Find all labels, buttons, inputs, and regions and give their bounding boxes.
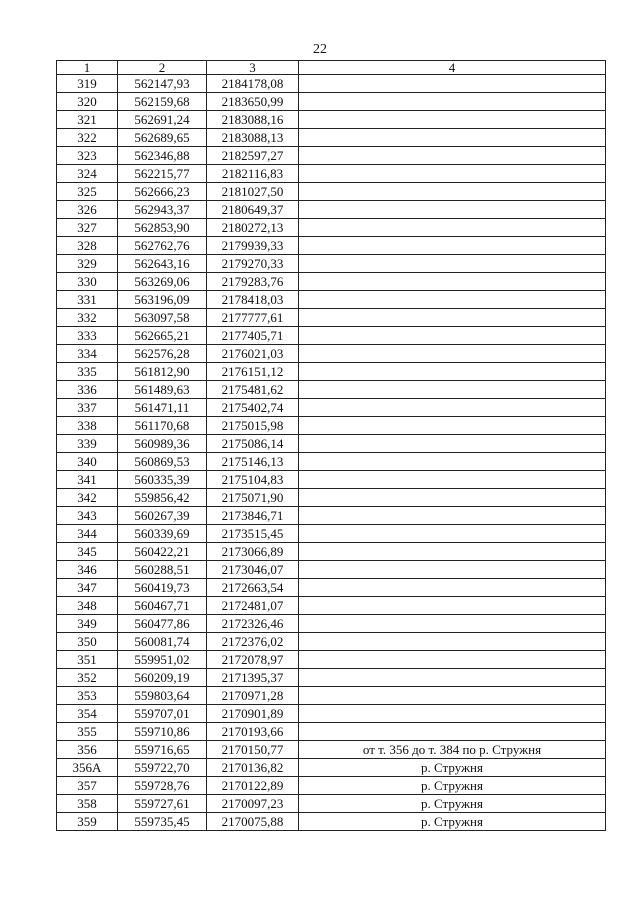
point-number-cell: 328	[57, 237, 118, 255]
table-row	[57, 543, 606, 561]
y-coordinate-cell: 2173046,07	[207, 561, 299, 579]
table-row	[57, 579, 606, 597]
point-number-cell: 331	[57, 291, 118, 309]
table-row	[57, 669, 606, 687]
point-number-cell: 336	[57, 381, 118, 399]
point-number-cell: 352	[57, 669, 118, 687]
point-number-cell: 324	[57, 165, 118, 183]
y-coordinate-cell: 2170097,23	[207, 795, 299, 813]
point-number-cell: 320	[57, 93, 118, 111]
description-cell	[299, 165, 606, 183]
table-row	[57, 741, 606, 759]
x-coordinate-cell: 559728,76	[118, 777, 207, 795]
table-row	[57, 309, 606, 327]
point-number-cell: 335	[57, 363, 118, 381]
y-coordinate-cell: 2173846,71	[207, 507, 299, 525]
x-coordinate-cell: 560477,86	[118, 615, 207, 633]
y-coordinate-cell: 2170150,77	[207, 741, 299, 759]
point-number-cell: 332	[57, 309, 118, 327]
description-cell: р. Стружня	[299, 777, 606, 795]
y-coordinate-cell: 2170136,82	[207, 759, 299, 777]
description-cell	[299, 363, 606, 381]
x-coordinate-cell: 560419,73	[118, 579, 207, 597]
x-coordinate-cell: 562943,37	[118, 201, 207, 219]
y-coordinate-cell: 2171395,37	[207, 669, 299, 687]
point-number-cell: 323	[57, 147, 118, 165]
x-coordinate-cell: 560989,36	[118, 435, 207, 453]
point-number-cell: 340	[57, 453, 118, 471]
y-coordinate-cell: 2175015,98	[207, 417, 299, 435]
y-coordinate-cell: 2175104,83	[207, 471, 299, 489]
page-number: 22	[313, 42, 327, 57]
description-cell	[299, 75, 606, 93]
x-coordinate-cell: 562215,77	[118, 165, 207, 183]
x-coordinate-cell: 562159,68	[118, 93, 207, 111]
y-coordinate-cell: 2170971,28	[207, 687, 299, 705]
table-row	[57, 615, 606, 633]
description-cell: от т. 356 до т. 384 по р. Стружня	[299, 741, 606, 759]
description-cell	[299, 525, 606, 543]
y-coordinate-cell: 2182597,27	[207, 147, 299, 165]
description-cell	[299, 543, 606, 561]
table-row	[57, 777, 606, 795]
description-cell	[299, 417, 606, 435]
y-coordinate-cell: 2179939,33	[207, 237, 299, 255]
table-row	[57, 489, 606, 507]
x-coordinate-cell: 559856,42	[118, 489, 207, 507]
table-row	[57, 651, 606, 669]
point-number-cell: 329	[57, 255, 118, 273]
table-row	[57, 633, 606, 651]
description-cell	[299, 669, 606, 687]
header-y-coordinate: 3	[207, 61, 299, 75]
y-coordinate-cell: 2175146,13	[207, 453, 299, 471]
description-cell	[299, 129, 606, 147]
x-coordinate-cell: 562853,90	[118, 219, 207, 237]
point-number-cell: 358	[57, 795, 118, 813]
x-coordinate-cell: 561471,11	[118, 399, 207, 417]
x-coordinate-cell: 563097,58	[118, 309, 207, 327]
table-row	[57, 165, 606, 183]
x-coordinate-cell: 559803,64	[118, 687, 207, 705]
table-row	[57, 687, 606, 705]
description-cell: р. Стружня	[299, 813, 606, 831]
x-coordinate-cell: 559951,02	[118, 651, 207, 669]
y-coordinate-cell: 2172078,97	[207, 651, 299, 669]
table-row	[57, 75, 606, 93]
point-number-cell: 341	[57, 471, 118, 489]
point-number-cell: 342	[57, 489, 118, 507]
x-coordinate-cell: 559707,01	[118, 705, 207, 723]
table-row	[57, 147, 606, 165]
point-number-cell: 345	[57, 543, 118, 561]
y-coordinate-cell: 2175402,74	[207, 399, 299, 417]
table-row	[57, 345, 606, 363]
x-coordinate-cell: 561812,90	[118, 363, 207, 381]
description-cell	[299, 219, 606, 237]
y-coordinate-cell: 2176021,03	[207, 345, 299, 363]
x-coordinate-cell: 562643,16	[118, 255, 207, 273]
description-cell	[299, 723, 606, 741]
x-coordinate-cell: 560339,69	[118, 525, 207, 543]
point-number-cell: 351	[57, 651, 118, 669]
description-cell	[299, 489, 606, 507]
y-coordinate-cell: 2173515,45	[207, 525, 299, 543]
header-row	[57, 61, 606, 75]
description-cell	[299, 705, 606, 723]
description-cell	[299, 309, 606, 327]
description-cell	[299, 183, 606, 201]
table-row	[57, 327, 606, 345]
x-coordinate-cell: 559735,45	[118, 813, 207, 831]
header-x-coordinate: 2	[118, 61, 207, 75]
y-coordinate-cell: 2175071,90	[207, 489, 299, 507]
x-coordinate-cell: 560335,39	[118, 471, 207, 489]
x-coordinate-cell: 562666,23	[118, 183, 207, 201]
table-row	[57, 813, 606, 831]
table-row	[57, 417, 606, 435]
point-number-cell: 344	[57, 525, 118, 543]
y-coordinate-cell: 2179270,33	[207, 255, 299, 273]
y-coordinate-cell: 2172376,02	[207, 633, 299, 651]
description-cell	[299, 453, 606, 471]
y-coordinate-cell: 2175481,62	[207, 381, 299, 399]
x-coordinate-cell: 562147,93	[118, 75, 207, 93]
table-row	[57, 759, 606, 777]
table-row	[57, 93, 606, 111]
y-coordinate-cell: 2183650,99	[207, 93, 299, 111]
point-number-cell: 356А	[57, 759, 118, 777]
description-cell	[299, 435, 606, 453]
y-coordinate-cell: 2173066,89	[207, 543, 299, 561]
x-coordinate-cell: 563269,06	[118, 273, 207, 291]
header-point-number: 1	[57, 61, 118, 75]
table-row	[57, 399, 606, 417]
description-cell	[299, 651, 606, 669]
point-number-cell: 349	[57, 615, 118, 633]
x-coordinate-cell: 562576,28	[118, 345, 207, 363]
y-coordinate-cell: 2170193,66	[207, 723, 299, 741]
point-number-cell: 343	[57, 507, 118, 525]
table-row	[57, 453, 606, 471]
point-number-cell: 355	[57, 723, 118, 741]
coordinates-table	[56, 60, 606, 831]
table-row	[57, 237, 606, 255]
description-cell	[299, 147, 606, 165]
description-cell	[299, 291, 606, 309]
point-number-cell: 322	[57, 129, 118, 147]
x-coordinate-cell: 562346,88	[118, 147, 207, 165]
x-coordinate-cell: 560209,19	[118, 669, 207, 687]
x-coordinate-cell: 562691,24	[118, 111, 207, 129]
y-coordinate-cell: 2170122,89	[207, 777, 299, 795]
x-coordinate-cell: 560267,39	[118, 507, 207, 525]
table-header	[57, 61, 606, 75]
x-coordinate-cell: 560081,74	[118, 633, 207, 651]
description-cell	[299, 255, 606, 273]
x-coordinate-cell: 561489,63	[118, 381, 207, 399]
description-cell	[299, 93, 606, 111]
table-row	[57, 255, 606, 273]
table-row	[57, 201, 606, 219]
x-coordinate-cell: 562762,76	[118, 237, 207, 255]
x-coordinate-cell: 560288,51	[118, 561, 207, 579]
point-number-cell: 356	[57, 741, 118, 759]
table-row	[57, 129, 606, 147]
description-cell	[299, 381, 606, 399]
x-coordinate-cell: 563196,09	[118, 291, 207, 309]
x-coordinate-cell: 560869,53	[118, 453, 207, 471]
header-description: 4	[299, 61, 606, 75]
y-coordinate-cell: 2183088,16	[207, 111, 299, 129]
y-coordinate-cell: 2181027,50	[207, 183, 299, 201]
description-cell	[299, 111, 606, 129]
table-row	[57, 183, 606, 201]
point-number-cell: 333	[57, 327, 118, 345]
description-cell: р. Стружня	[299, 795, 606, 813]
y-coordinate-cell: 2175086,14	[207, 435, 299, 453]
point-number-cell: 337	[57, 399, 118, 417]
table-row	[57, 525, 606, 543]
point-number-cell: 346	[57, 561, 118, 579]
table-row	[57, 471, 606, 489]
point-number-cell: 350	[57, 633, 118, 651]
x-coordinate-cell: 562665,21	[118, 327, 207, 345]
point-number-cell: 348	[57, 597, 118, 615]
y-coordinate-cell: 2184178,08	[207, 75, 299, 93]
x-coordinate-cell: 559716,65	[118, 741, 207, 759]
x-coordinate-cell: 560422,21	[118, 543, 207, 561]
description-cell	[299, 507, 606, 525]
point-number-cell: 325	[57, 183, 118, 201]
description-cell	[299, 561, 606, 579]
y-coordinate-cell: 2177777,61	[207, 309, 299, 327]
x-coordinate-cell: 560467,71	[118, 597, 207, 615]
point-number-cell: 339	[57, 435, 118, 453]
x-coordinate-cell: 562689,65	[118, 129, 207, 147]
table-row	[57, 507, 606, 525]
description-cell	[299, 597, 606, 615]
description-cell	[299, 579, 606, 597]
description-cell	[299, 399, 606, 417]
table-row	[57, 381, 606, 399]
x-coordinate-cell: 561170,68	[118, 417, 207, 435]
table-row	[57, 291, 606, 309]
y-coordinate-cell: 2178418,03	[207, 291, 299, 309]
description-cell	[299, 237, 606, 255]
point-number-cell: 357	[57, 777, 118, 795]
table-row	[57, 705, 606, 723]
description-cell: р. Стружня	[299, 759, 606, 777]
description-cell	[299, 201, 606, 219]
point-number-cell: 359	[57, 813, 118, 831]
table-row	[57, 597, 606, 615]
table-row	[57, 273, 606, 291]
y-coordinate-cell: 2180272,13	[207, 219, 299, 237]
point-number-cell: 334	[57, 345, 118, 363]
y-coordinate-cell: 2170901,89	[207, 705, 299, 723]
y-coordinate-cell: 2183088,13	[207, 129, 299, 147]
table-row	[57, 219, 606, 237]
y-coordinate-cell: 2177405,71	[207, 327, 299, 345]
point-number-cell: 319	[57, 75, 118, 93]
point-number-cell: 338	[57, 417, 118, 435]
y-coordinate-cell: 2172663,54	[207, 579, 299, 597]
table-row	[57, 363, 606, 381]
description-cell	[299, 327, 606, 345]
x-coordinate-cell: 559722,70	[118, 759, 207, 777]
description-cell	[299, 345, 606, 363]
point-number-cell: 327	[57, 219, 118, 237]
x-coordinate-cell: 559710,86	[118, 723, 207, 741]
y-coordinate-cell: 2172326,46	[207, 615, 299, 633]
point-number-cell: 326	[57, 201, 118, 219]
y-coordinate-cell: 2176151,12	[207, 363, 299, 381]
point-number-cell: 347	[57, 579, 118, 597]
description-cell	[299, 633, 606, 651]
point-number-cell: 354	[57, 705, 118, 723]
y-coordinate-cell: 2170075,88	[207, 813, 299, 831]
table-row	[57, 795, 606, 813]
y-coordinate-cell: 2172481,07	[207, 597, 299, 615]
table-row	[57, 561, 606, 579]
description-cell	[299, 273, 606, 291]
table-row	[57, 111, 606, 129]
table-row	[57, 723, 606, 741]
table-body	[57, 75, 606, 831]
y-coordinate-cell: 2180649,37	[207, 201, 299, 219]
description-cell	[299, 471, 606, 489]
point-number-cell: 353	[57, 687, 118, 705]
x-coordinate-cell: 559727,61	[118, 795, 207, 813]
point-number-cell: 330	[57, 273, 118, 291]
description-cell	[299, 687, 606, 705]
table-row	[57, 435, 606, 453]
y-coordinate-cell: 2182116,83	[207, 165, 299, 183]
y-coordinate-cell: 2179283,76	[207, 273, 299, 291]
description-cell	[299, 615, 606, 633]
point-number-cell: 321	[57, 111, 118, 129]
